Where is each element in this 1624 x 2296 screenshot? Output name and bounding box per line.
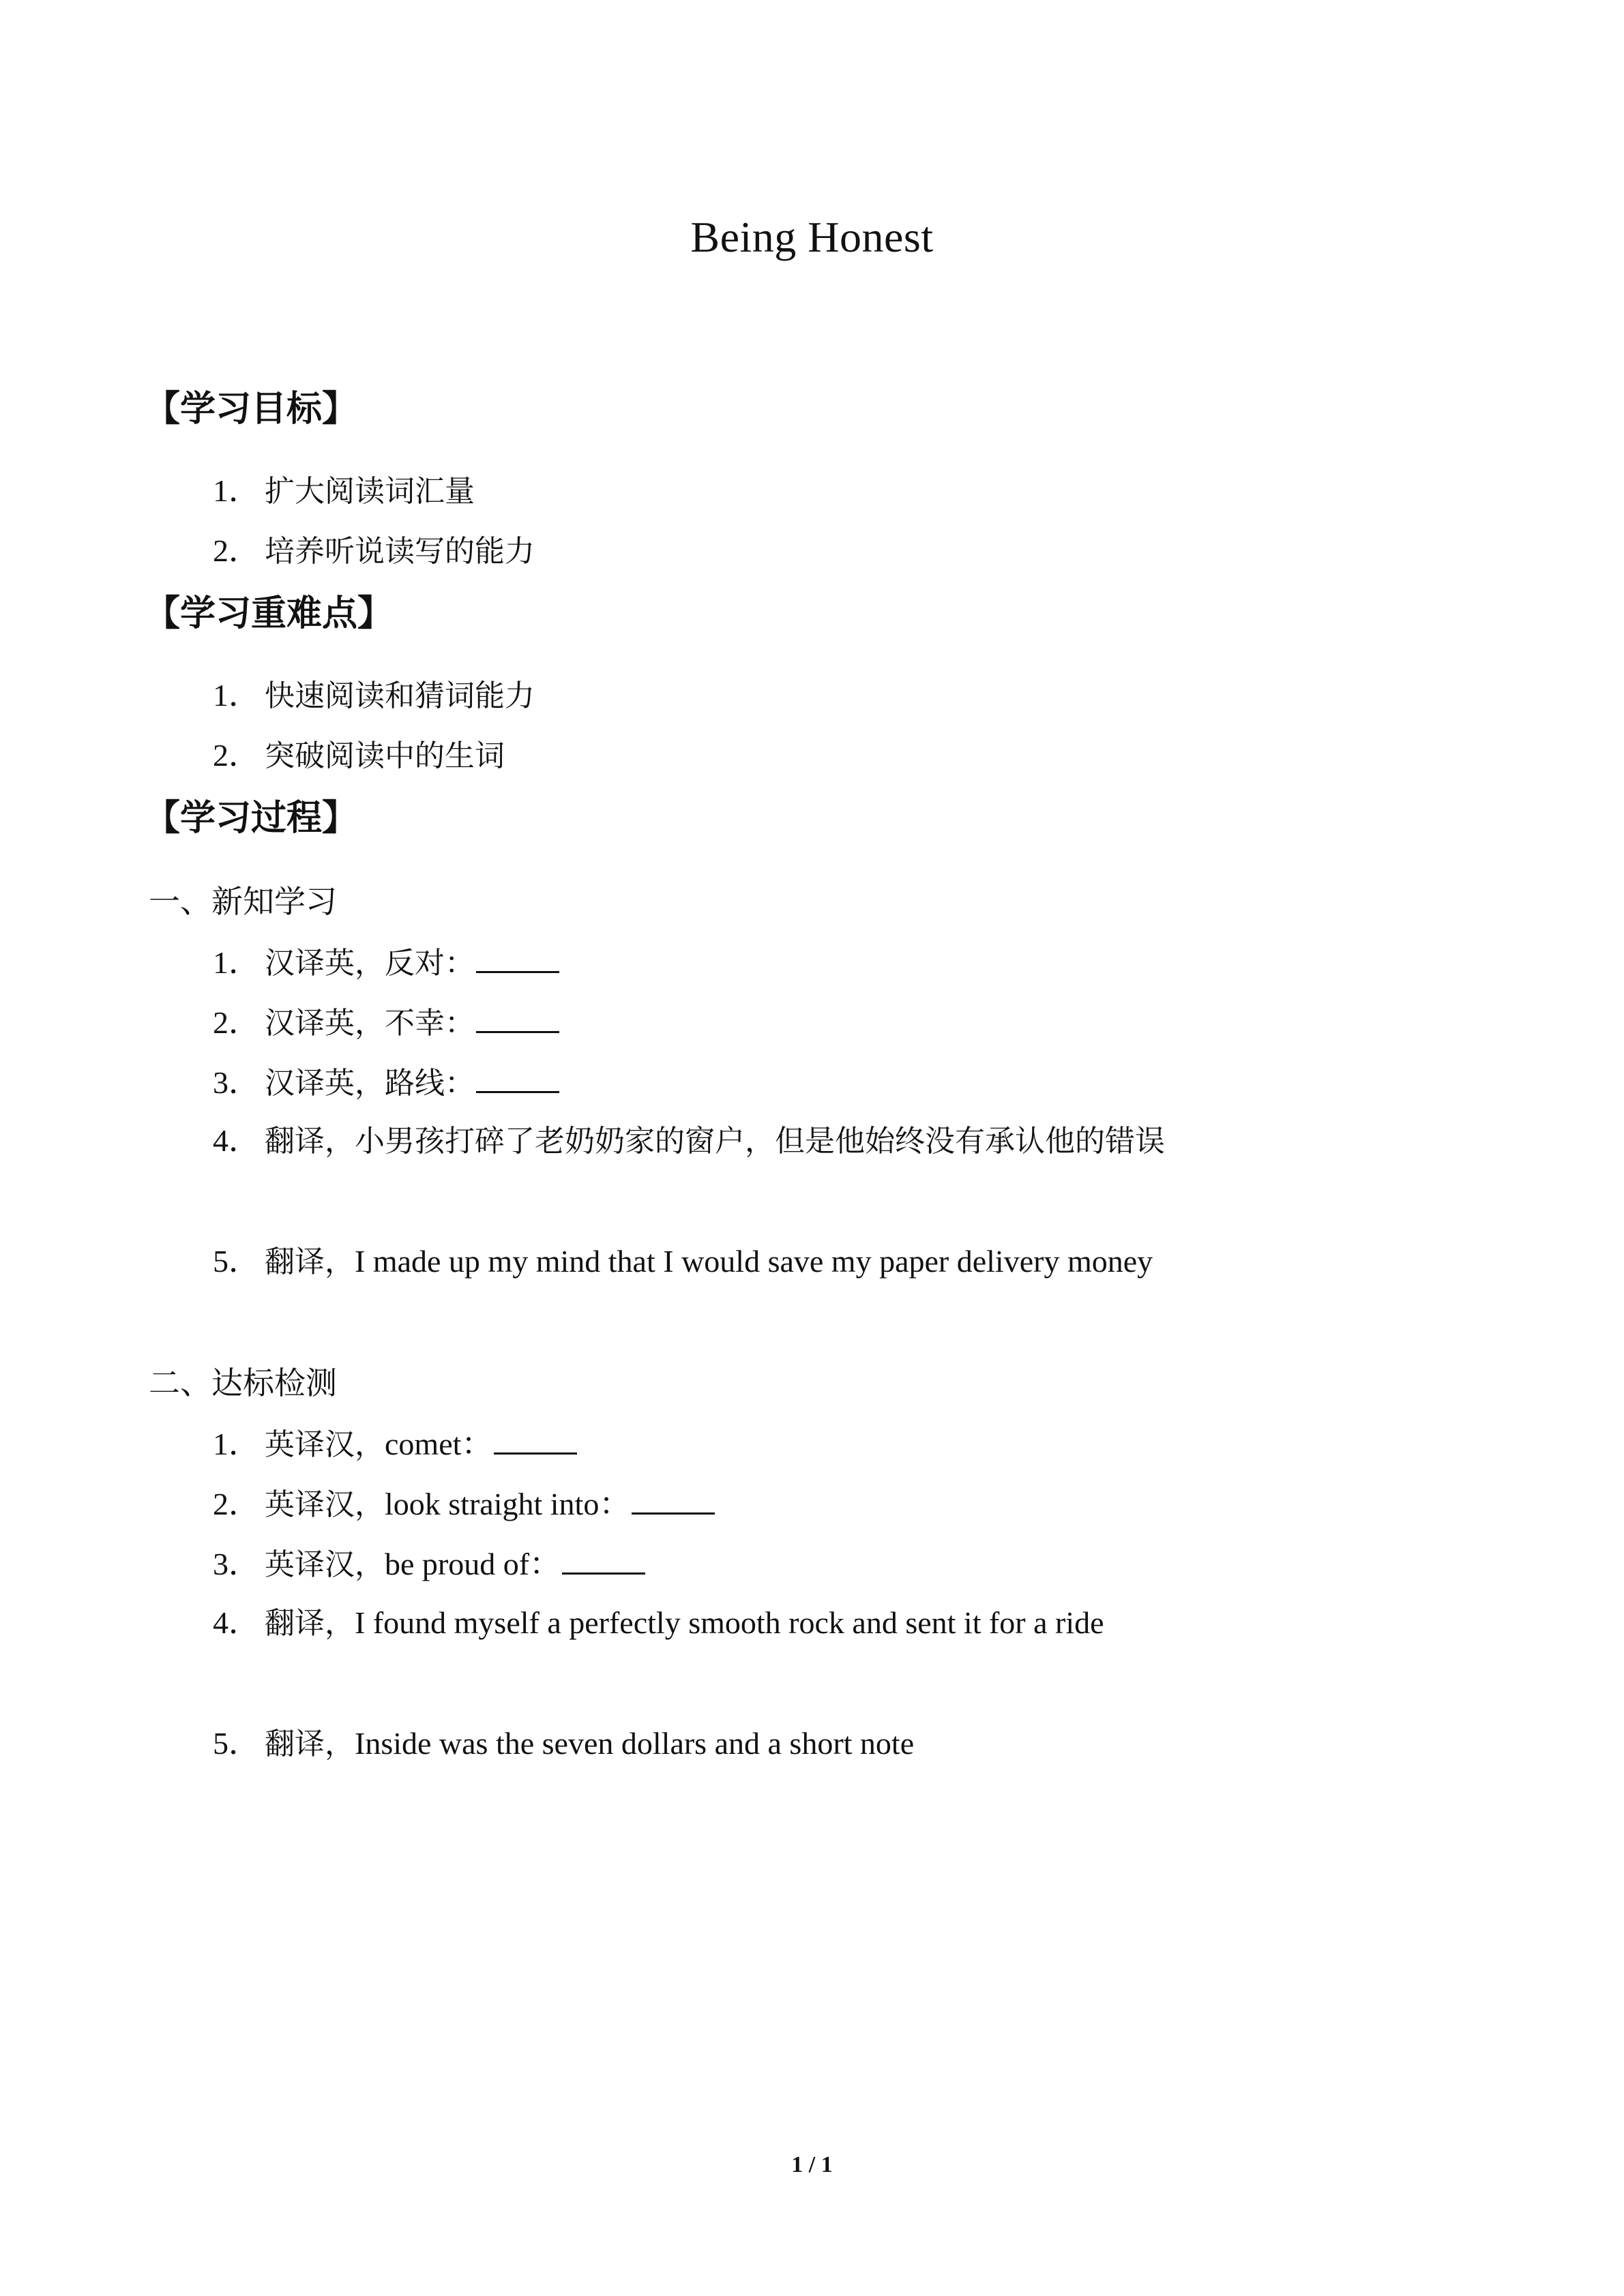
item-prefix: 汉译英， (265, 1066, 385, 1101)
item-number: 5． (213, 1726, 260, 1761)
item-prefix: 汉译英， (265, 946, 385, 981)
exercise-item (213, 1001, 559, 1044)
item-text: 扩大阅读词汇量 (265, 474, 475, 509)
item-number: 2． (213, 1005, 260, 1040)
page-title: Being Honest (690, 213, 934, 261)
item-number: 4． (213, 1123, 260, 1158)
exercise-item (213, 1542, 645, 1585)
exercise-item (213, 1422, 577, 1465)
key-point-item (213, 675, 535, 717)
section-title-assessment: 二、达标检测 (149, 1365, 337, 1401)
item-term: look straight into： (385, 1487, 631, 1521)
item-text: 快速阅读和猜词能力 (265, 679, 535, 713)
item-term: 小男孩打碎了老奶奶家的窗户，但是他始终没有承认他的错误 (355, 1124, 1165, 1159)
item-number: 1． (213, 473, 260, 508)
item-term: I made up my mind that I would save my paper delivery money (355, 1244, 1153, 1279)
item-number: 2． (213, 738, 260, 773)
item-number: 3． (213, 1065, 260, 1100)
exercise-item (213, 941, 559, 984)
answer-blank[interactable] (632, 1482, 715, 1515)
item-number: 3． (213, 1547, 260, 1581)
key-point-item (213, 735, 505, 777)
item-prefix: 英译汉， (265, 1547, 385, 1582)
exercise-item (213, 1602, 1104, 1644)
item-prefix: 汉译英， (265, 1006, 385, 1041)
item-term: 不幸： (385, 1006, 475, 1041)
item-number: 4． (213, 1605, 260, 1640)
answer-blank[interactable] (562, 1542, 645, 1575)
objectives-heading: 【学习目标】 (145, 389, 358, 430)
item-term: 路线： (385, 1066, 475, 1101)
item-text: 突破阅读中的生词 (265, 739, 505, 773)
item-prefix: 翻译， (265, 1606, 355, 1641)
answer-blank[interactable] (476, 941, 559, 973)
item-term: comet： (385, 1427, 493, 1461)
item-number: 5． (213, 1244, 260, 1279)
key-points-heading: 【学习重难点】 (145, 593, 394, 634)
exercise-item (213, 1482, 715, 1525)
answer-blank[interactable] (494, 1422, 577, 1455)
item-number: 1． (213, 1427, 260, 1461)
exercise-item (213, 1120, 1165, 1162)
item-number: 2． (213, 1487, 260, 1521)
section-title-new-knowledge: 一、新知学习 (149, 883, 337, 920)
item-text: 培养听说读写的能力 (265, 534, 535, 569)
exercise-item (213, 1723, 914, 1765)
page-number: 1 / 1 (791, 2152, 833, 2177)
item-term: be proud of： (385, 1547, 561, 1581)
objective-item (213, 531, 535, 572)
item-number: 1． (213, 945, 260, 980)
exercise-item (213, 1241, 1153, 1283)
answer-blank[interactable] (476, 1061, 559, 1093)
answer-blank[interactable] (476, 1001, 559, 1033)
exercise-item (213, 1061, 559, 1104)
objective-item (213, 471, 475, 512)
item-prefix: 英译汉， (265, 1427, 385, 1462)
item-prefix: 翻译， (265, 1244, 355, 1279)
item-prefix: 英译汉， (265, 1487, 385, 1522)
item-term: I found myself a perfectly smooth rock and sent it for a ride (355, 1605, 1104, 1640)
item-number: 1． (213, 678, 260, 713)
item-term: 反对： (385, 946, 475, 981)
item-prefix: 翻译， (265, 1727, 355, 1761)
item-prefix: 翻译， (265, 1124, 355, 1159)
process-heading: 【学习过程】 (145, 798, 358, 839)
item-number: 2． (213, 533, 260, 568)
item-term: Inside was the seven dollars and a short note (355, 1726, 915, 1761)
